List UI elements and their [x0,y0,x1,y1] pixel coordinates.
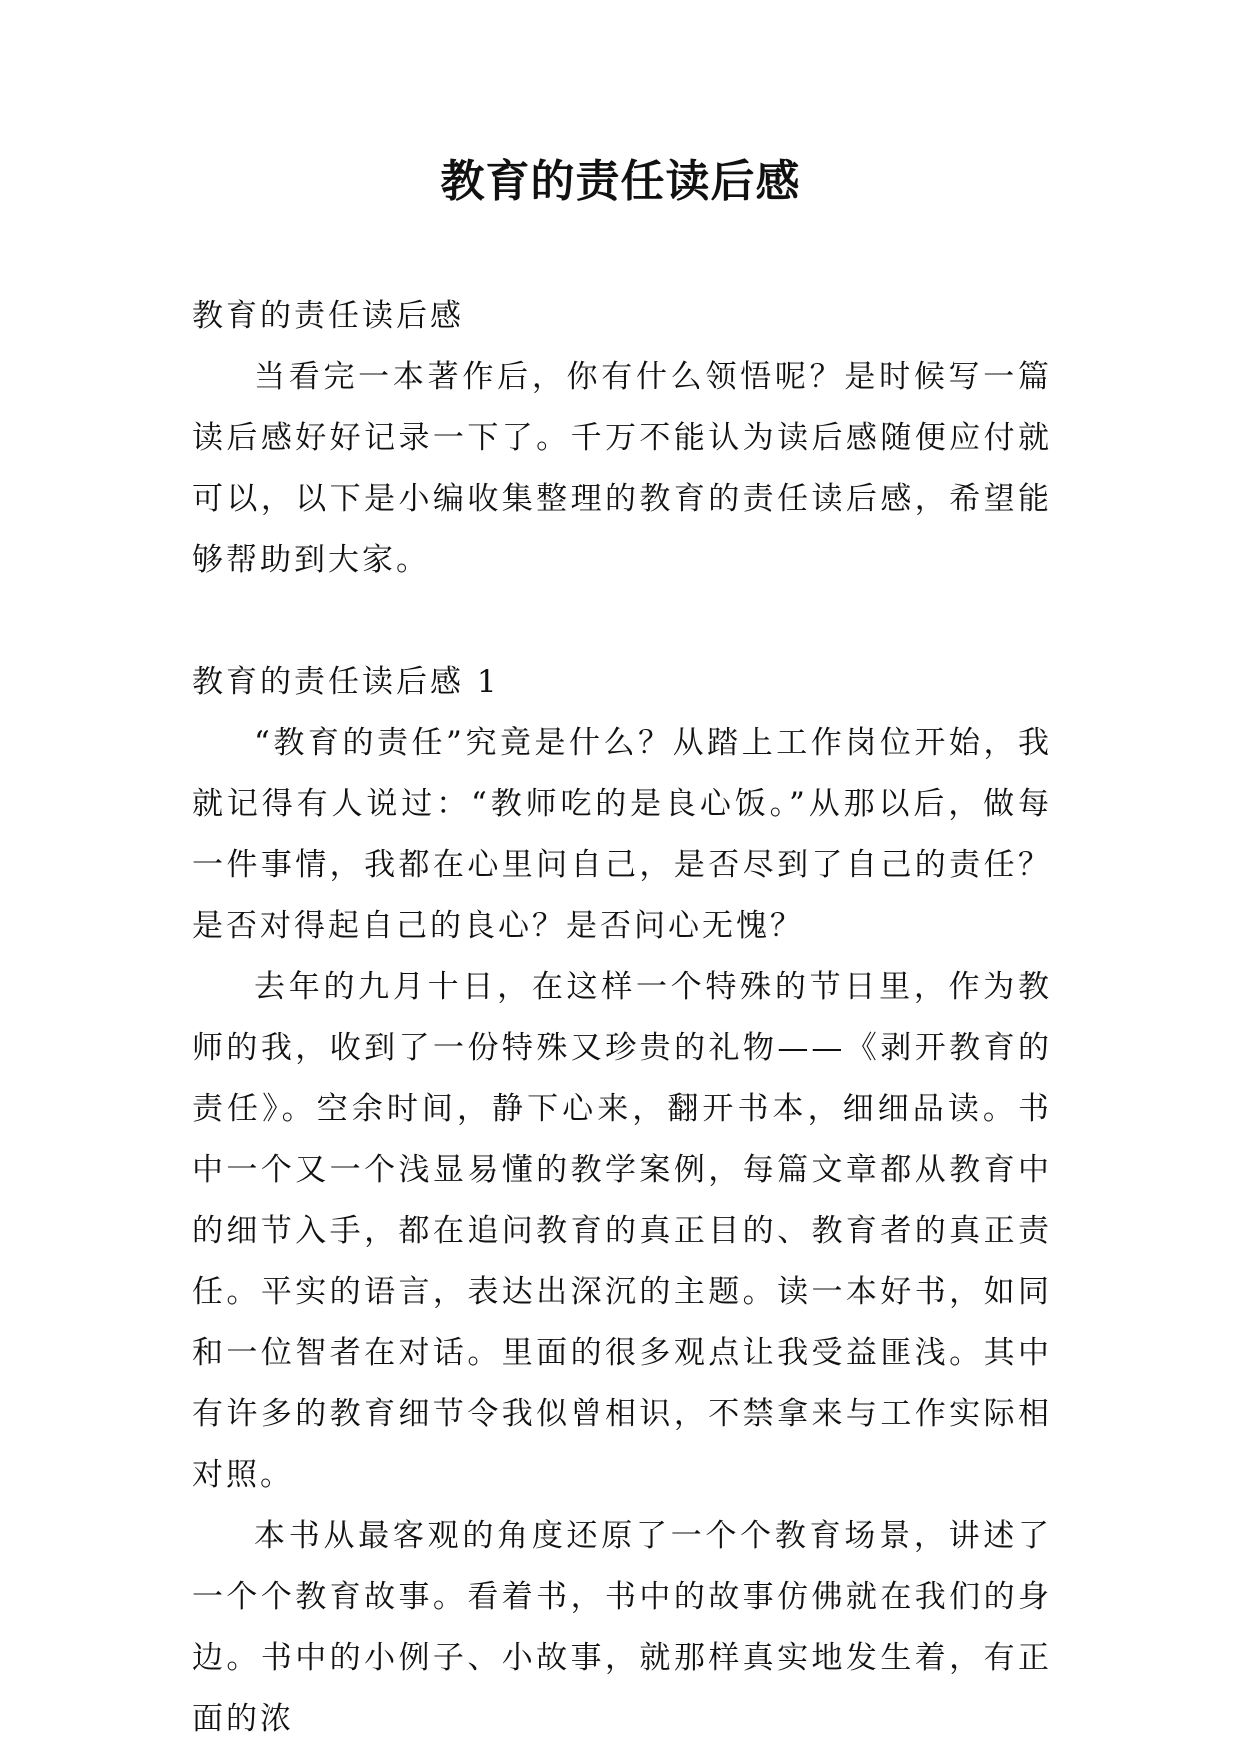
body-paragraph-1: “教育的责任”究竟是什么？从踏上工作岗位开始，我就记得有人说过：“教师吃的是良心饭。”从那以后，做每一件事情，我都在心里问自己，是否尽到了自己的责任？是否对得起自己的良心？是否问心无愧？ [192,725,1052,944]
page-title: 教育的责任读后感 [440,156,801,207]
section-heading-1: 教育的责任读后感 1 [192,664,500,700]
intro-heading: 教育的责任读后感 [192,298,464,334]
intro-paragraph: 当看完一本著作后，你有什么领悟呢？是时候写一篇读后感好好记录一下了。千万不能认为读后感随便应付就可以，以下是小编收集整理的教育的责任读后感，希望能够帮助到大家。 [192,359,1052,578]
section-spacer [192,591,1052,652]
document-body [192,286,1052,1750]
body-paragraph-3: 本书从最客观的角度还原了一个个教育场景，讲述了一个个教育故事。看着书，书中的故事仿佛就在我们的身边。书中的小例子、小故事，就那样真实地发生着，有正面的浓 [192,1518,1052,1737]
body-paragraph-2: 去年的九月十日，在这样一个特殊的节日里，作为教师的我，收到了一份特殊又珍贵的礼物——《剥开教育的责任》。空余时间，静下心来，翻开书本，细细品读。书中一个又一个浅显易懂的教学案例，每篇文章都从教育中的细节入手，都在追问教育的真正目的、教育者的真正责任。平实的语言，表达出深沉的主题。读一本好书，如同和一位智者在对话。里面的很多观点让我受益匪浅。其中有许多的教育细节令我似曾相识，不禁拿来与工作实际相对照。 [192,969,1052,1493]
